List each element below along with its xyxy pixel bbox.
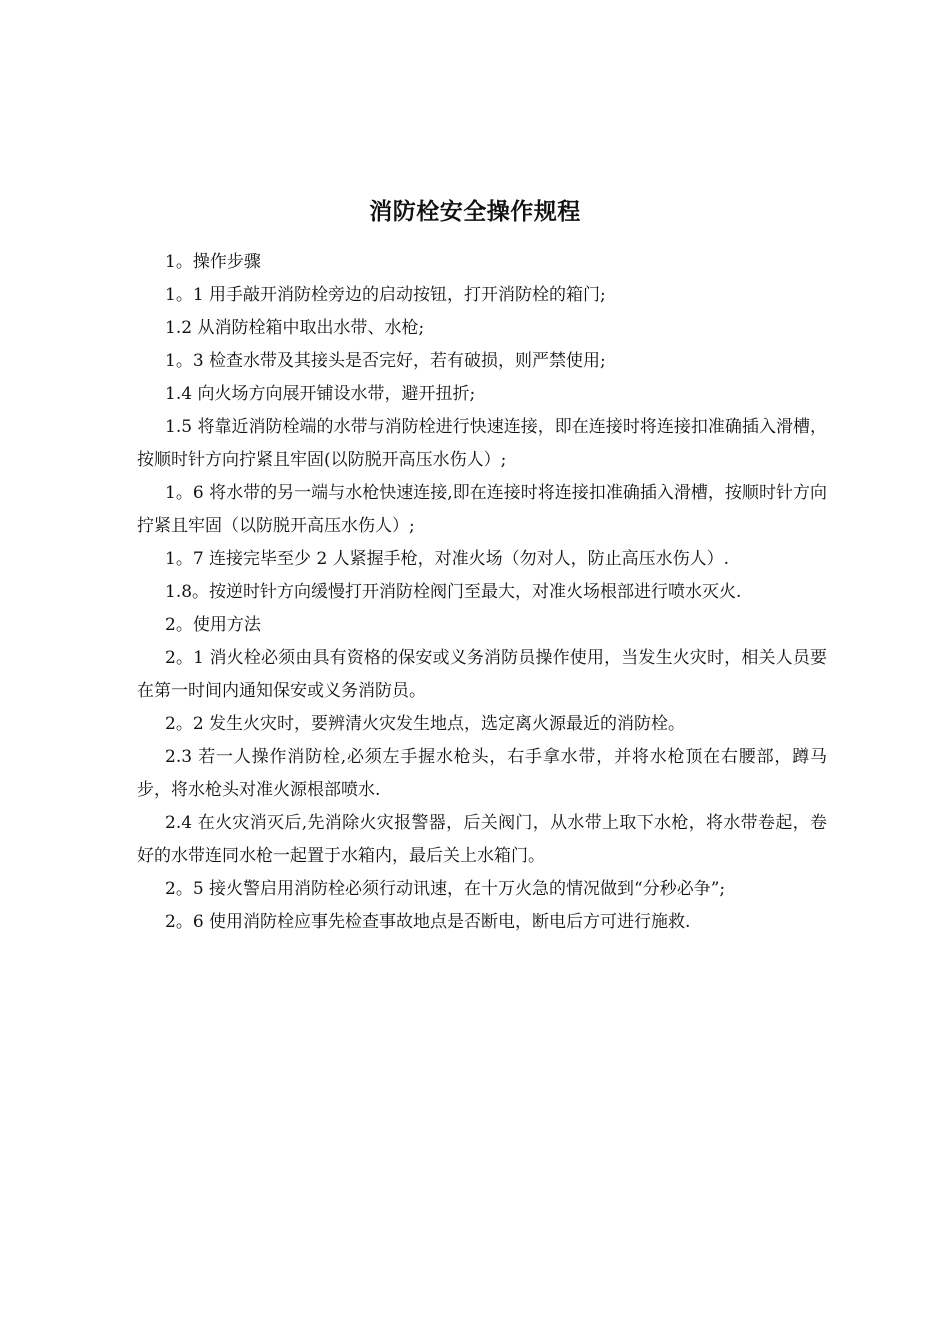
paragraph-2-1: 2。1 消火栓必须由具有资格的保安或义务消防员操作使用，当发生火灾时，相关人员要在第一时间内通知保安或义务消防员。 [137, 648, 827, 701]
paragraph-2-6: 2。6 使用消防栓应事先检查事故地点是否断电，断电后方可进行施救. [165, 912, 691, 932]
section-heading-operation-steps: 1。操作步骤 [165, 252, 261, 272]
document-body [137, 246, 827, 939]
paragraph-1-3: 1。3 检查水带及其接头是否完好，若有破损，则严禁使用; [165, 351, 606, 371]
paragraph-2-2: 2。2 发生火灾时，要辨清火灾发生地点，选定离火源最近的消防栓。 [165, 714, 686, 734]
paragraph-2-4: 2.4 在火灾消灭后,先消除火灾报警器，后关阀门，从水带上取下水枪，将水带卷起，卷好的水带连同水枪一起置于水箱内，最后关上水箱门。 [137, 813, 827, 866]
section-heading-usage-method: 2。使用方法 [165, 615, 261, 635]
paragraph-1-2: 1.2 从消防栓箱中取出水带、水枪; [165, 318, 425, 338]
paragraph-2-5: 2。5 接火警启用消防栓必须行动讯速，在十万火急的情况做到“分秒必争”; [165, 879, 726, 899]
paragraph-1-1: 1。1 用手敲开消防栓旁边的启动按钮，打开消防栓的箱门; [165, 285, 606, 305]
paragraph-1-5: 1.5 将靠近消防栓端的水带与消防栓进行快速连接，即在连接时将连接扣准确插入滑槽，按顺时针方向拧紧且牢固(以防脱开高压水伤人）; [137, 417, 827, 470]
document-title: 消防栓安全操作规程 [369, 199, 581, 225]
paragraph-1-8: 1.8。按逆时针方向缓慢打开消防栓阀门至最大，对准火场根部进行喷水灭火. [165, 582, 742, 602]
paragraph-2-3: 2.3 若一人操作消防栓,必须左手握水枪头，右手拿水带，并将水枪顶在右腰部，蹲马步，将水枪头对准火源根部喷水. [137, 747, 827, 800]
paragraph-1-6: 1。6 将水带的另一端与水枪快速连接,即在连接时将连接扣准确插入滑槽，按顺时针方向拧紧且牢固（以防脱开高压水伤人）; [137, 483, 827, 536]
paragraph-1-7: 1。7 连接完毕至少 2 人紧握手枪，对准火场（勿对人，防止高压水伤人）. [165, 549, 730, 569]
paragraph-1-4: 1.4 向火场方向展开铺设水带，避开扭折; [165, 384, 476, 404]
